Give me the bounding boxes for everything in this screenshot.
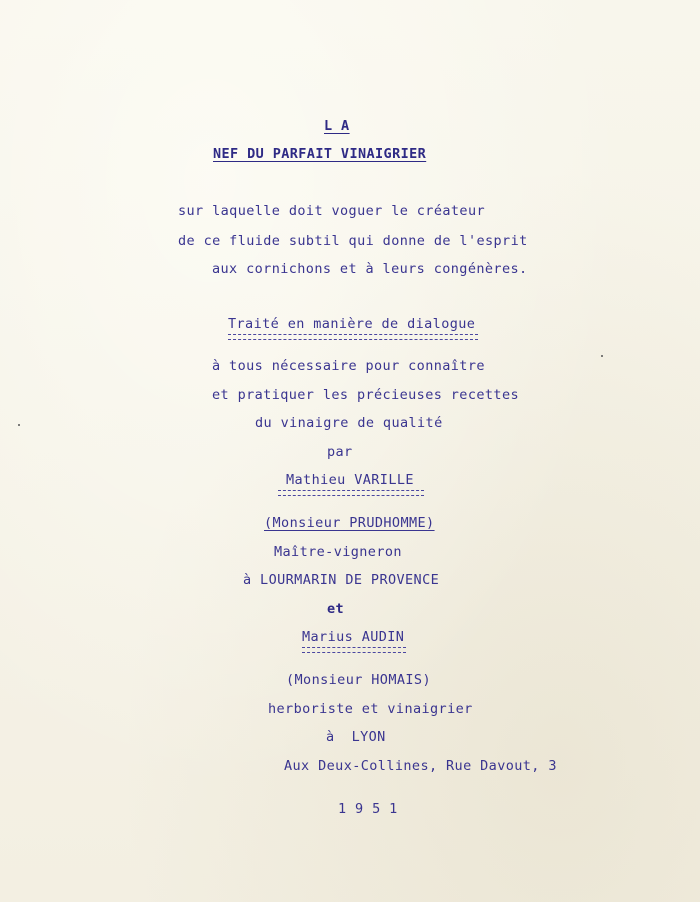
treatise-line-2: et pratiquer les précieuses recettes xyxy=(212,387,519,403)
by-word: par xyxy=(327,444,353,460)
author1-title: Maître-vigneron xyxy=(274,544,402,560)
author1-name: Mathieu VARILLE xyxy=(286,472,414,488)
author2-name-double-underline xyxy=(302,647,406,653)
author2-name: Marius AUDIN xyxy=(302,629,405,645)
author2-title: herboriste et vinaigrier xyxy=(268,701,473,717)
treatise-heading-double-underline xyxy=(228,334,478,340)
intro-line-1: sur laquelle doit voguer le créateur xyxy=(178,203,485,219)
title-line-2: NEF DU PARFAIT VINAIGRIER xyxy=(213,146,427,162)
title-line-1: L A xyxy=(324,118,350,134)
author2-place: à LYON xyxy=(326,729,386,745)
author1-alias: (Monsieur PRUDHOMME) xyxy=(264,515,435,531)
author2-alias: (Monsieur HOMAIS) xyxy=(286,672,431,688)
and-word: et xyxy=(327,601,345,617)
intro-line-3: aux cornichons et à leurs congénères. xyxy=(212,261,528,277)
paper-speck xyxy=(18,424,20,426)
author1-place: à LOURMARIN DE PROVENCE xyxy=(243,572,440,588)
treatise-line-3: du vinaigre de qualité xyxy=(255,415,443,431)
treatise-heading: Traité en manière de dialogue xyxy=(228,316,476,332)
paper-speck xyxy=(601,355,603,357)
intro-line-2: de ce fluide subtil qui donne de l'esprit xyxy=(178,233,528,249)
publication-year: 1 9 5 1 xyxy=(338,801,398,817)
author2-address: Aux Deux-Collines, Rue Davout, 3 xyxy=(284,758,557,774)
author1-name-double-underline xyxy=(278,490,424,496)
treatise-line-1: à tous nécessaire pour connaître xyxy=(212,358,485,374)
